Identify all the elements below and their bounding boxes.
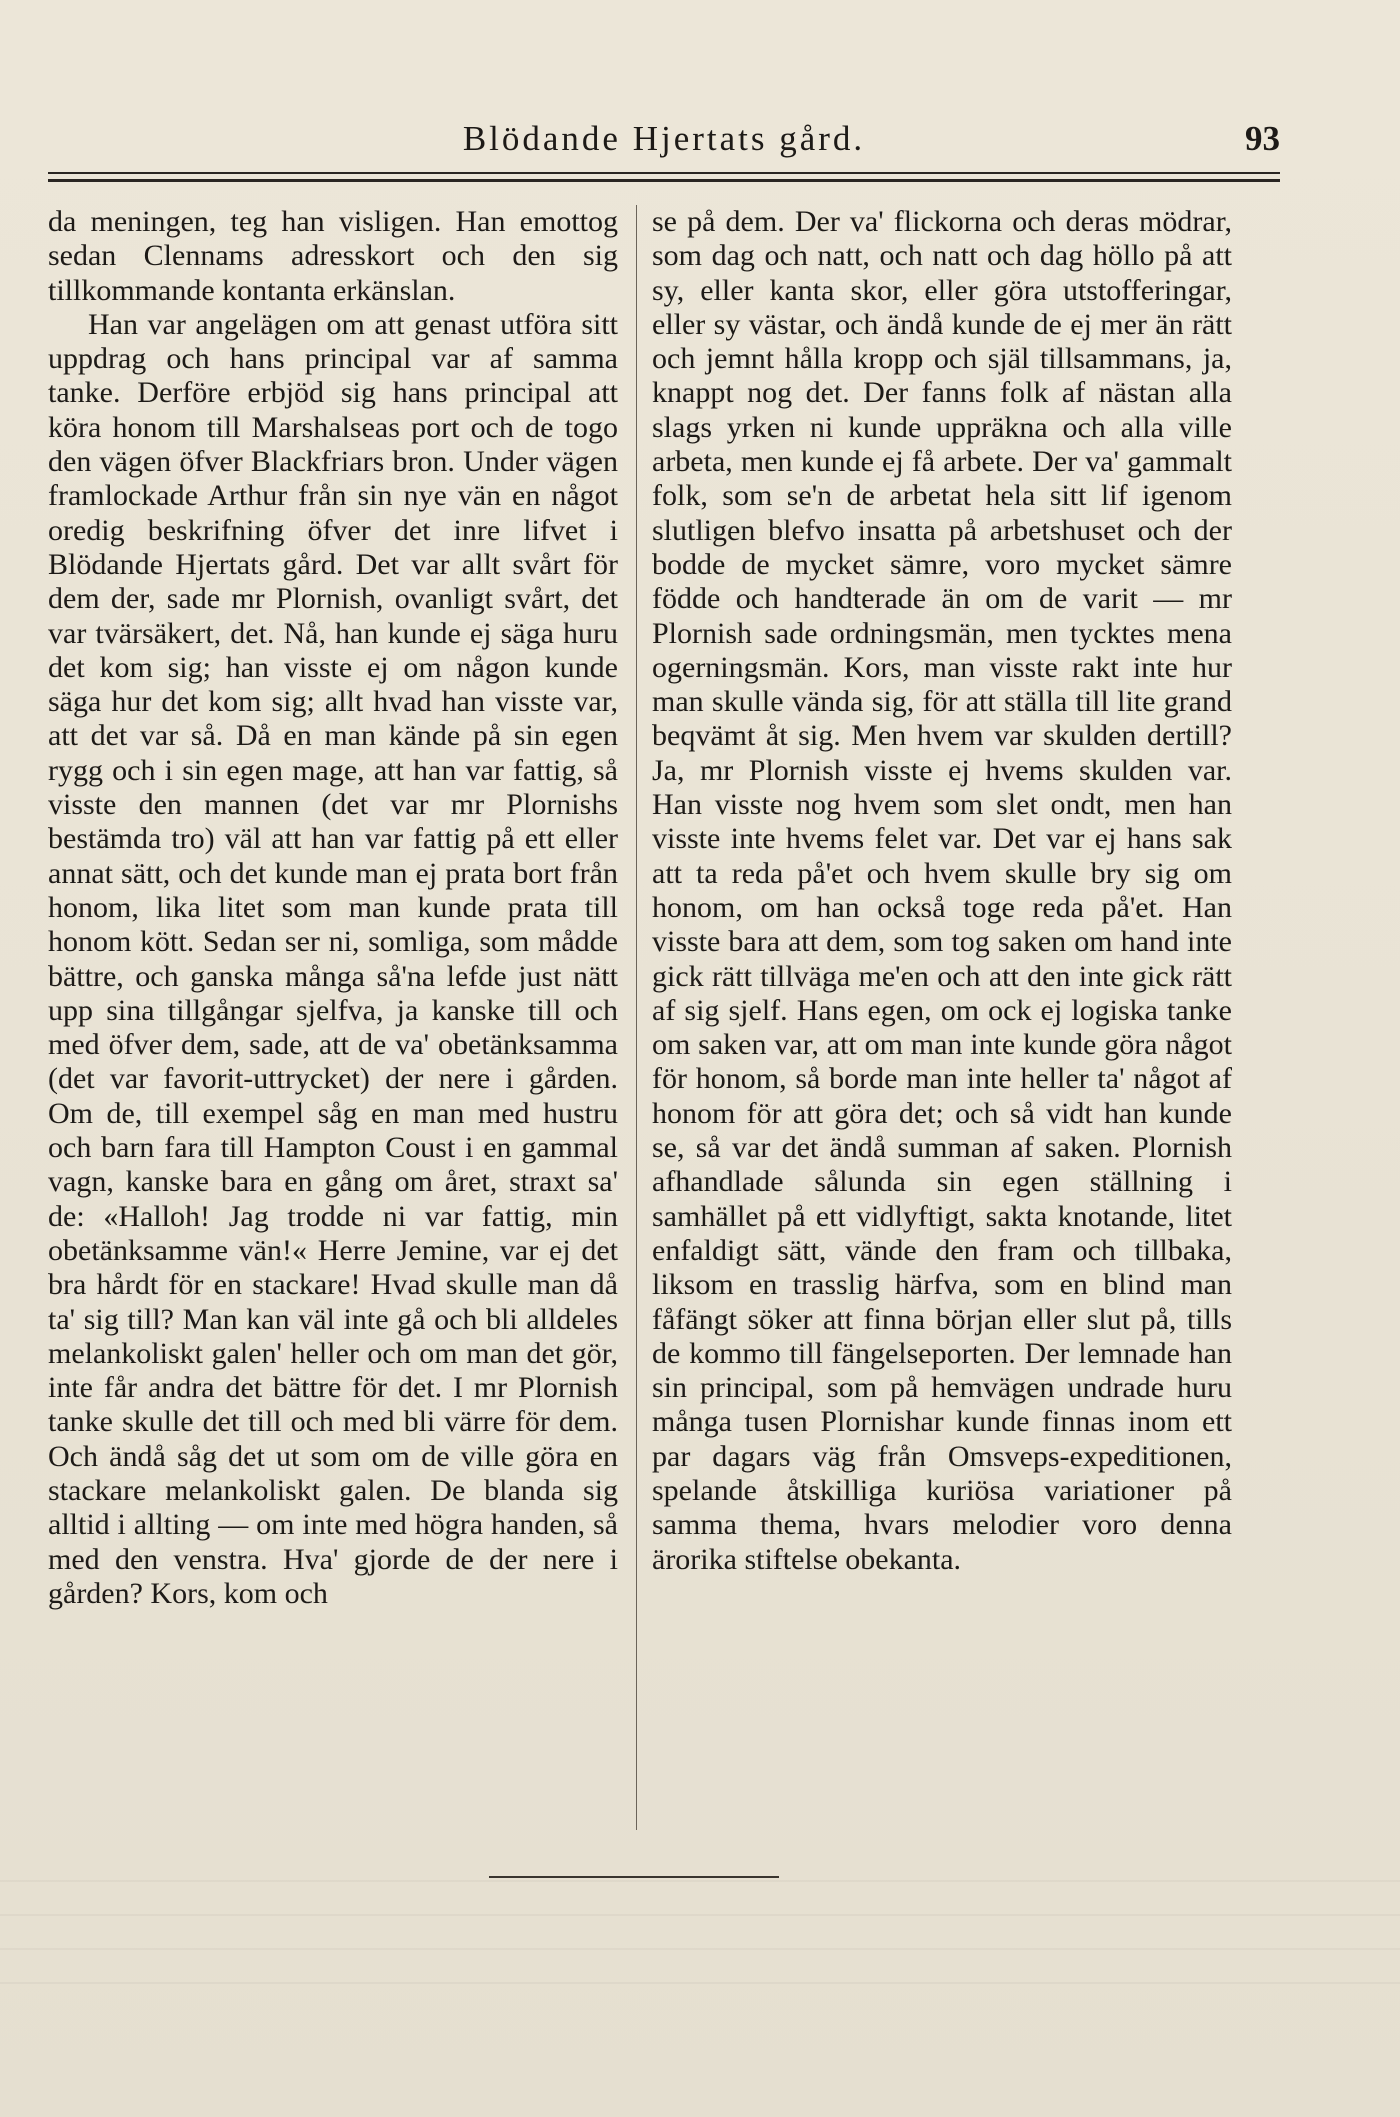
paragraph: da meningen, teg han visligen. Han emottog sedan Clennams adresskort och den sig tillkommande kontanta erkänslan. [48,205,618,307]
right-column [652,205,1232,1845]
left-column [48,205,618,1845]
paragraph: Han var angelägen om att genast utföra sitt uppdrag och hans principal var af samma tanke. Derföre erbjöd sig hans principal att köra honom till Marshalseas port och de togo den vägen öfver Blackfriars bron. Under vägen framlockade Arthur från sin nye vän en något oredig beskrifning öfver det inre lifvet i Blödande Hjertats gård. Det var allt svårt för dem der, sade mr Plornish, ovanligt svårt, det var tvärsäkert, det. Nå, han kunde ej säga huru det kom sig; han visste ej om någon kunde säga hur det kom sig; allt hvad han visste var, att det var så. Då en man kände på sin egen rygg och i sin egen mage, att han var fattig, så visste den mannen (det var mr Plornishs bestämda tro) väl att han var fattig på ett eller annat sätt, och det kunde man ej prata bort från honom, lika litet som man kunde prata till honom kött. Sedan ser ni, somliga, som mådde bättre, och ganska många så'na lefde just nätt upp sina tillgångar sjelfva, ja kanske till och med öfver dem, sade, att de va' obetänksamma (det var favorit-uttrycket) der nere i gården. Om de, till exempel såg en man med hustru och barn fara till Hampton Coust i en gammal vagn, kanske bara en gång om året, straxt sa' de: «Halloh! Jag trodde ni var fattig, min obetänksamme vän!« Herre Jemine, var ej det bra hårdt för en stackare! Hvad skulle man då ta' sig till? Man kan väl inte gå och bli alldeles melankoliskt galen' heller och om man det gör, inte får andra det bättre för det. I mr Plornish tanke skulle det till och med bli värre för dem. Och ändå såg det ut som om de ville göra en stackare melankoliskt galen. De blanda sig alltid i allting — om inte med högra handen, så med den venstra. Hva' gjorde de der nere i gården? Kors, kom och [48,307,618,1610]
page-header [48,114,1280,164]
running-title: Blödande Hjertats gård. [462,119,866,158]
bleed-through-texture [0,1880,1400,2000]
column-divider [636,205,637,1830]
paragraph: se på dem. Der va' flickorna och deras mödrar, som dag och natt, och natt och dag höllo på att sy, eller kanta skor, eller göra utstofferingar, eller sy västar, och ändå kunde de ej mer än rätt och jemnt hålla kropp och själ tillsammans, ja, knappt nog det. Der fanns folk af nästan alla slags yrken ni kunde uppräkna och alla ville arbeta, men kunde ej få arbete. Der va' gammalt folk, som se'n de arbetat hela sitt lif igenom slutligen blefvo insatta på arbetshuset och der bodde de mycket sämre, voro mycket sämre födde och handterade än om de varit — mr Plornish sade ordningsmän, men tycktes mena ogerningsmän. Kors, man visste rakt inte hur man skulle vända sig, för att ställa till lite grand beqvämt åt sig. Men hvem var skulden dertill? Ja, mr Plornish visste ej hvems skulden var. Han visste nog hvem som slet ondt, men han visste inte hvems felet var. Det var ej hans sak att ta reda på'et och hvem skulle bry sig om honom, om han också toge reda på'et. Han visste bara att dem, som tog saken om hand inte gick rätt tillväga me'en och att den inte gick rätt af sig sjelf. Hans egen, om ock ej logiska tanke om saken var, att om man inte kunde göra något för honom, så borde man inte heller ta' något af honom för att göra det; och så vidt han kunde se, så var det ändå summan af saken. Plornish afhandlade sålunda sin egen ställning i samhället på ett vidlyftigt, sakta knotande, litet enfaldigt sätt, vände den fram och tillbaka, liksom en trasslig härfva, som en blind man fåfängt söker att finna början eller slut på, tills de kommo till fängelseporten. Der lemnade han sin principal, som på hemvägen undrade huru många tusen Plornishar kunde finnas inom ett par dagars väg från Omsveps-expeditionen, spelande åtskilliga kuriösa variationer på samma thema, hvars melodier voro denna ärorika stiftelse obekanta. [652,205,1232,1576]
page-number: 93 [1245,119,1280,158]
header-rule [48,172,1280,182]
footnote-rule [489,1876,779,1878]
